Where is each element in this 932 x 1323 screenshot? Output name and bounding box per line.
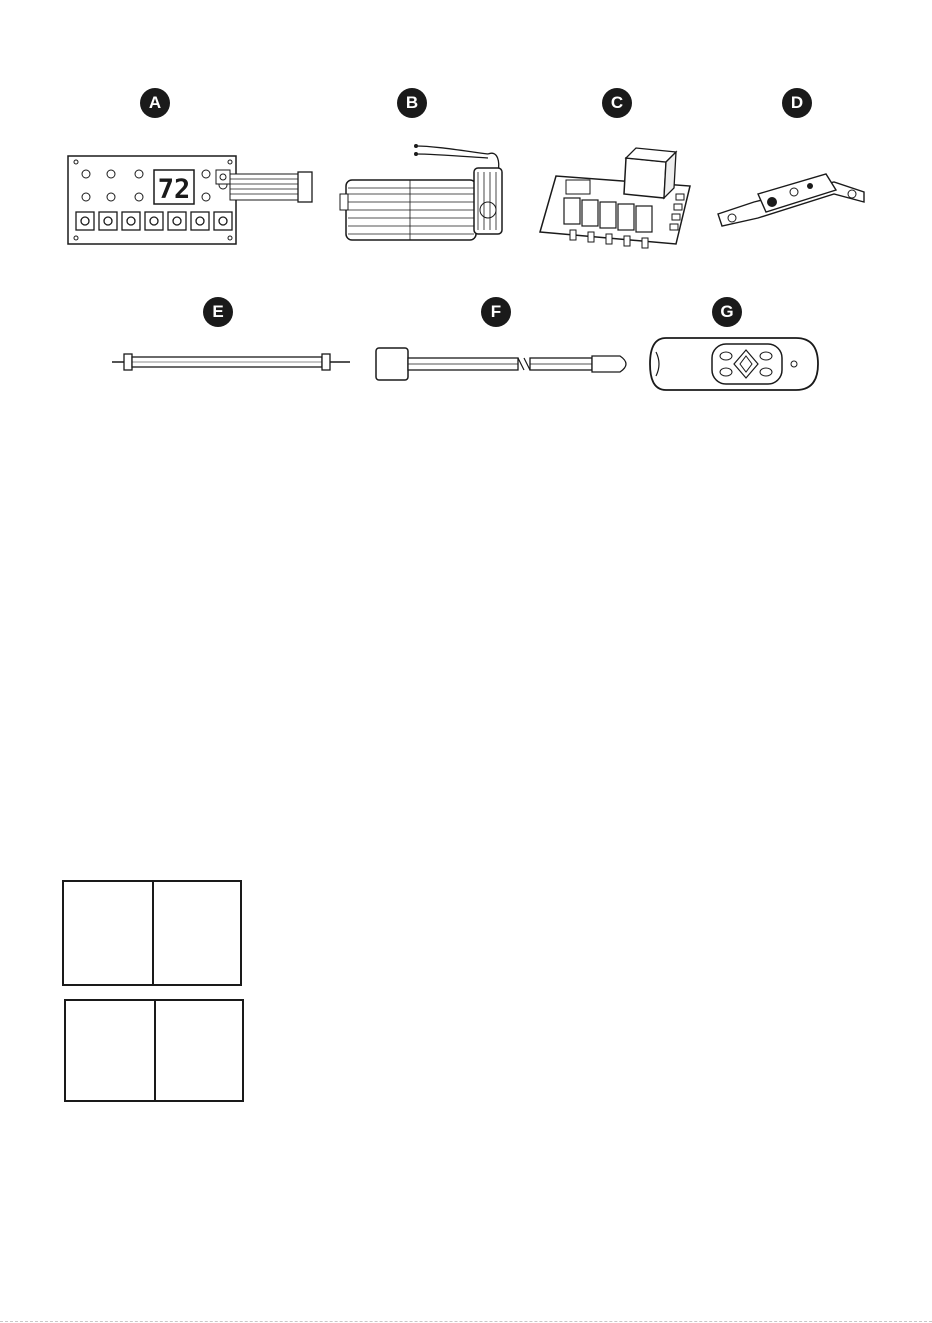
remote-control-illustration [646,334,821,394]
grid-divider [152,882,154,984]
control-panel-illustration [66,152,326,248]
label-b-badge: B [397,88,427,118]
heating-tube-illustration [110,346,355,378]
grid-divider [154,1001,156,1100]
blower-fan-illustration [338,132,518,247]
label-f-badge: F [481,297,511,327]
label-g-badge: G [712,297,742,327]
temperature-sensor-illustration [374,344,636,384]
display-readout: 72 [157,174,191,205]
empty-grid-box-top [62,880,242,986]
circuit-board-illustration [536,140,696,250]
label-a-badge: A [140,88,170,118]
label-c-badge: C [602,88,632,118]
thermal-switch-illustration [714,164,874,236]
empty-grid-box-bottom [64,999,244,1102]
label-e-badge: E [203,297,233,327]
label-d-badge: D [782,88,812,118]
